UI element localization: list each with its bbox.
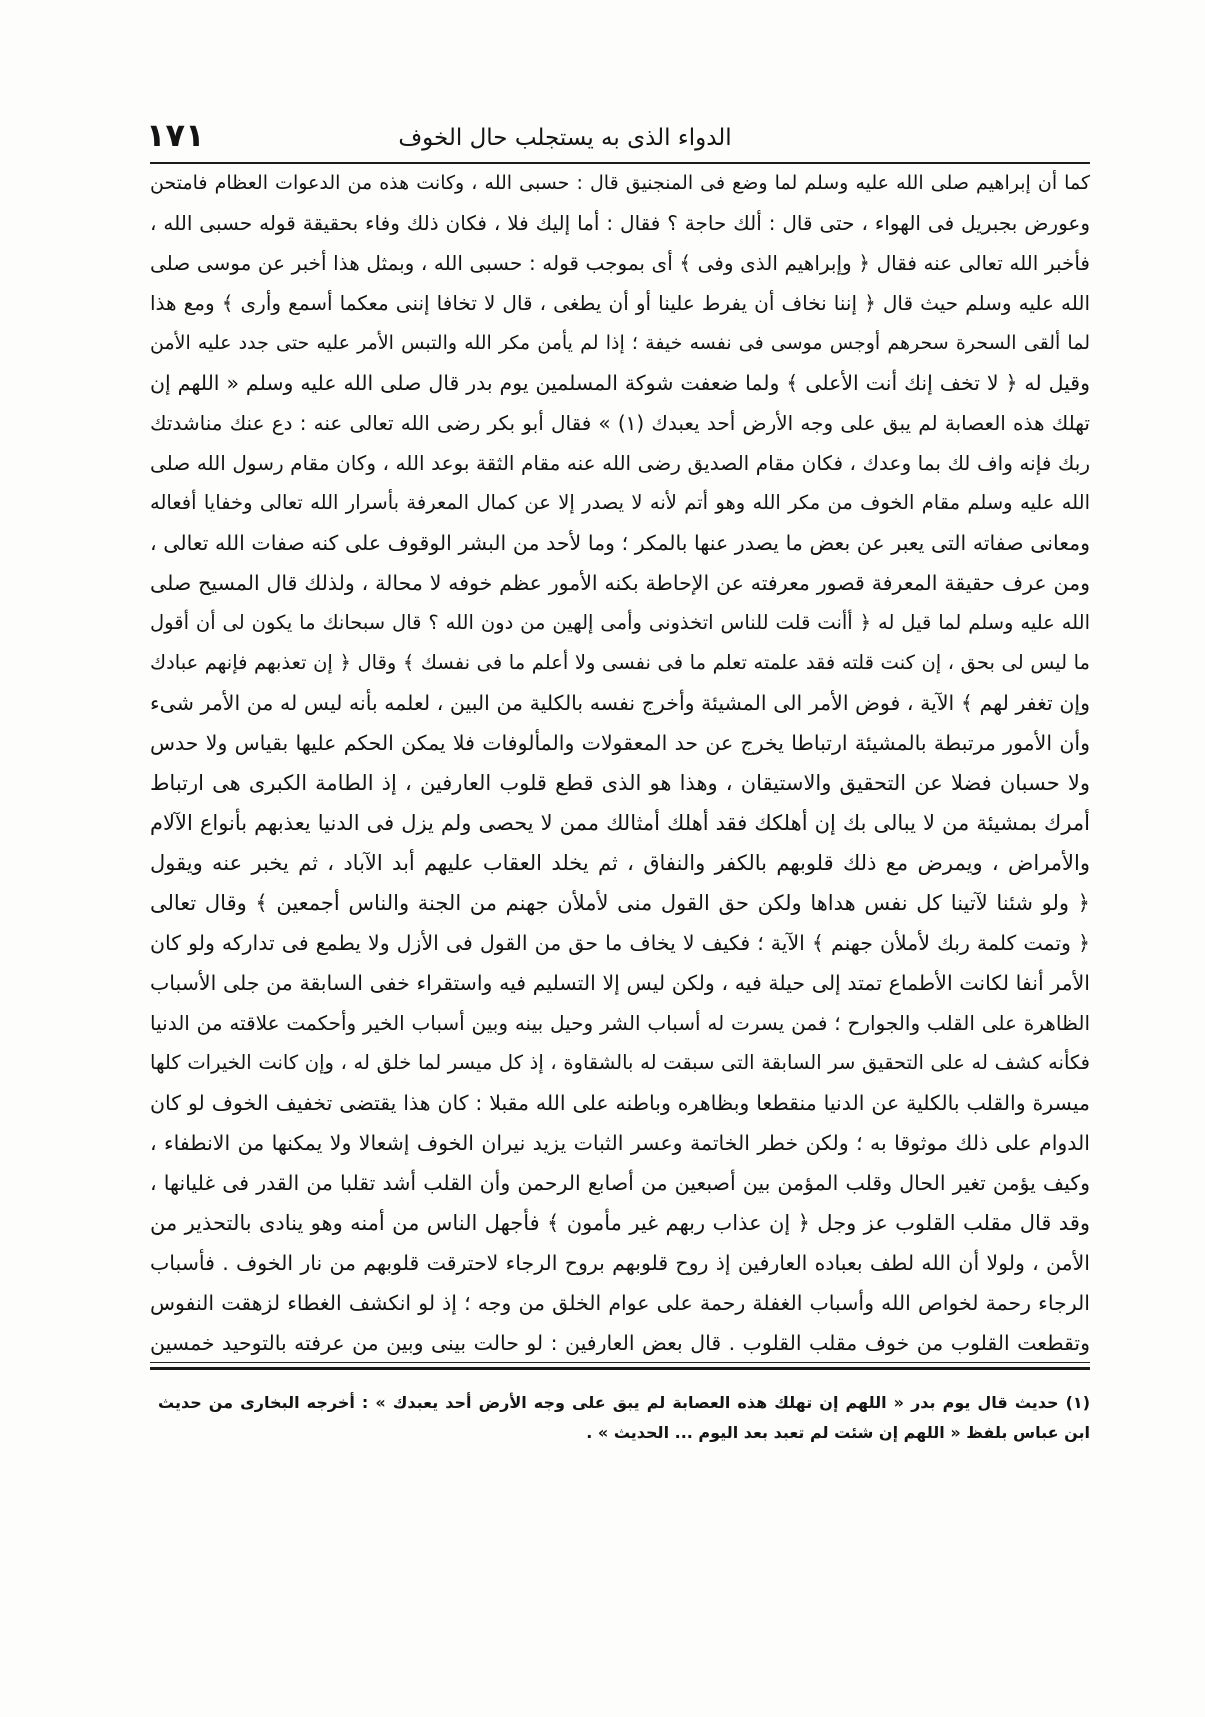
body-line-8: ربك فإنه واف لك بما وعدك ، فكان مقام الصديق رضى الله عنه مقام الثقة بوعد الله ، وكان مقام رسول الله صلى — [150, 451, 1090, 475]
body-line-14: وإن تغفر لهم ﴾ الآية ، فوض الأمر الى المشيئة وأخرج نفسه بالكلية من البين ، لعلمه بأنه ليس له من الأمر شىء — [150, 691, 1090, 715]
body-line-9: الله عليه وسلم مقام الخوف من مكر الله وهو أتم لأنه لا يصدر إلا عن كمال المعرفة بأسرار الله تعالى وخفايا أفعاله — [150, 491, 1090, 514]
body-line-25: الدوام على ذلك موثوقا به ؛ ولكن خطر الخاتمة وعسر الثبات يزيد نيران الخوف إشعالا ولا يمكنها من الانطفاء ، — [150, 1131, 1090, 1155]
body-line-29: الرجاء رحمة لخواص الله وأسباب الغفلة رحمة على عوام الخلق من وجه ؛ إذ لو انكشف الغطاء لزهقت النفوس — [150, 1291, 1090, 1315]
body-line-15: وأن الأمور مرتبطة بالمشيئة ارتباطا يخرج عن حد المعقولات والمألوفات فلا يمكن الحكم عليها بقياس ولا حدس — [150, 731, 1090, 755]
footnote-separator-thick — [150, 1367, 1090, 1370]
footnote-line-2: ابن عباس بلفظ « اللهم إن شئت لم تعبد بعد اليوم ... الحديث » . — [586, 1423, 1090, 1442]
footnote-line-1: (١) حديث قال يوم بدر « اللهم إن تهلك هذه العصابة لم يبق على وجه الأرض أحد يعبدك » : أخرجه البخارى من حديث — [158, 1393, 1090, 1412]
body-line-7: تهلك هذه العصابة لم يبق على وجه الأرض أحد يعبدك (١) » فقال أبو بكر رضى الله تعالى عنه : دع عنك مناشدتك — [150, 411, 1090, 435]
body-line-11: ومن عرف حقيقة المعرفة قصور معرفته عن الإحاطة بكنه الأمور عظم خوفه لا محالة ، ولذلك قال المسيح صلى — [150, 571, 1090, 595]
body-line-27: وقد قال مقلب القلوب عز وجل ﴿ إن عذاب ربهم غير مأمون ﴾ فأجهل الناس من أمنه وهو ينادى بالتحذير من — [150, 1211, 1090, 1235]
body-line-16: ولا حسبان فضلا عن التحقيق والاستيقان ، وهذا هو الذى قطع قلوب العارفين ، إذ الطامة الكبرى هى ارتباط — [150, 771, 1090, 795]
body-line-28: الأمن ، ولولا أن الله لطف بعباده العارفين إذ روح قلوبهم بروح الرجاء لاحترقت قلوبهم من نار الخوف . فأسباب — [150, 1251, 1090, 1275]
footnotes — [158, 1388, 1090, 1448]
body-line-3: فأخبر الله تعالى عنه فقال ﴿ وإبراهيم الذى وفى ﴾ أى بموجب قوله : حسبى الله ، وبمثل هذا أخبر عن موسى صلى — [150, 251, 1090, 275]
body-line-22: الظاهرة على القلب والجوارح ؛ فمن يسرت له أسباب الشر وحيل بينه وبين أسباب الخير وأحكمت علاقته من الدنيا — [150, 1011, 1090, 1035]
footnote-separator-thin — [150, 1362, 1090, 1363]
body-line-18: والأمراض ، ويمرض مع ذلك قلوبهم بالكفر والنفاق ، ثم يخلد العقاب عليهم أبد الآباد ، ثم يخبر عنه ويقول — [150, 851, 1090, 875]
body-line-12: الله عليه وسلم لما قيل له ﴿ أأنت قلت للناس اتخذونى وأمى إلهين من دون الله ؟ قال سبحانك ما يكون لى أن أقول — [150, 611, 1090, 634]
body-line-21: الأمر أنفا لكانت الأطماع تمتد إلى حيلة فيه ، ولكن ليس إلا التسليم فيه واستقراء خفى السابقة من جلى الأسباب — [150, 971, 1090, 995]
body-line-2: وعورض بجبريل فى الهواء ، حتى قال : ألك حاجة ؟ فقال : أما إليك فلا ، فكان ذلك وفاء بحقيقة قوله حسبى الله ، — [150, 211, 1090, 235]
body-line-4: الله عليه وسلم حيث قال ﴿ إننا نخاف أن يفرط علينا أو أن يطغى ، قال لا تخافا إننى معكما أسمع وأرى ﴾ ومع هذا — [150, 291, 1090, 315]
body-line-23: فكأنه كشف له على التحقيق سر السابقة التى سبقت له بالشقاوة ، إذ كل ميسر لما خلق له ، وإن كانت الخيرات كلها — [150, 1051, 1090, 1074]
body-text — [150, 163, 1090, 1363]
body-line-30: وتقطعت القلوب من خوف مقلب القلوب . قال بعض العارفين : لو حالت بينى وبين من عرفته بالتوحيد خمسين — [150, 1331, 1090, 1355]
body-line-6: وقيل له ﴿ لا تخف إنك أنت الأعلى ﴾ ولما ضعفت شوكة المسلمين يوم بدر قال صلى الله عليه وسلم « اللهم إن — [150, 371, 1090, 395]
body-line-26: وكيف يؤمن تغير الحال وقلب المؤمن بين أصبعين من أصابع الرحمن وأن القلب أشد تقلبا من القدر فى غليانها ، — [150, 1171, 1090, 1195]
body-line-13: ما ليس لى بحق ، إن كنت قلته فقد علمته تعلم ما فى نفسى ولا أعلم ما فى نفسك ﴾ وقال ﴿ إن تعذبهم فإنهم عبادك — [150, 651, 1090, 674]
page-number: ١٧١ — [146, 116, 205, 154]
running-title: الدواء الذى به يستجلب حال الخوف — [398, 125, 732, 151]
body-line-24: ميسرة والقلب بالكلية عن الدنيا منقطعا وبظاهره وباطنه على الله مقبلا : كان هذا يقتضى تخفيف الخوف لو كان — [150, 1091, 1090, 1115]
body-line-5: لما ألقى السحرة سحرهم أوجس موسى فى نفسه خيفة ؛ إذا لم يأمن مكر الله والتبس الأمر عليه حتى جدد عليه الأمن — [150, 332, 1090, 354]
body-line-19: ﴿ ولو شئنا لآتينا كل نفس هداها ولكن حق القول منى لأملأن جهنم من الجنة والناس أجمعين ﴾ وقال تعالى — [150, 891, 1090, 915]
body-line-1: كما أن إبراهيم صلى الله عليه وسلم لما وضع فى المنجنيق قال : حسبى الله ، وكانت هذه من الدعوات العظام فامتحن — [150, 172, 1090, 194]
body-line-17: أمرك بمشيئة من لا يبالى بك إن أهلكك فقد أهلك أمثالك ممن لا يحصى ولم يزل فى الدنيا يعذبهم بأنواع الآلام — [150, 811, 1090, 835]
body-line-20: ﴿ وتمت كلمة ربك لأملأن جهنم ﴾ الآية ؛ فكيف لا يخاف ما حق من القول فى الأزل ولا يطمع فى تداركه ولو كان — [150, 931, 1090, 955]
body-line-10: ومعانى صفاته التى يعبر عن بعض ما يصدر عنها بالمكر ؛ وما لأحد من البشر الوقوف على كنه صفات الله تعالى ، — [150, 531, 1090, 555]
